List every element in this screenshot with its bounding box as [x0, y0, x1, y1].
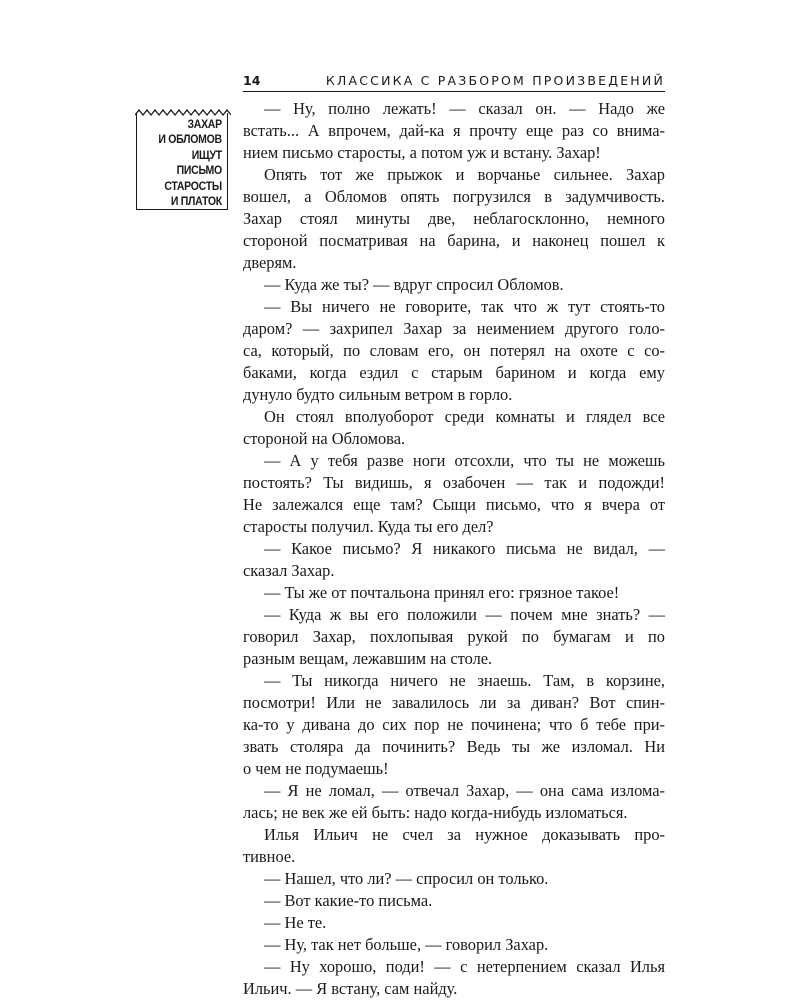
text-line: — А у тебя разве ноги отсохли, что ты не можешь — [264, 451, 665, 470]
margin-note-text — [158, 117, 222, 209]
header-rule — [243, 91, 665, 92]
text-line: говорил Захар, похлопывая рукой по бумагам и по — [243, 627, 665, 646]
text-line: — Куда же ты? — вдруг спросил Обломов. — [264, 275, 564, 294]
text-line: — Ну, полно лежать! — сказал он. — Надо же — [264, 99, 665, 118]
text-line: нием письмо старосты, а потом уж и встану. Захар! — [243, 143, 601, 162]
page-number: 14 — [243, 73, 261, 88]
text-line: Не залежался еще там? Сыщи письмо, что я вчера от — [243, 495, 665, 514]
margin-note-line: СТАРОСТЫ — [164, 178, 222, 193]
text-line: постоять? Ты видишь, я озабочен — так и подожди! — [243, 473, 665, 492]
text-line: вошел, а Обломов опять погрузился в задумчивость. — [243, 187, 665, 206]
text-line: — Ты никогда ничего не знаешь. Там, в корзине, — [264, 671, 665, 690]
text-line: — Вы ничего не говорите, так что ж тут стоять-то — [264, 297, 665, 316]
text-line: — Вот какие-то письма. — [264, 891, 433, 910]
torn-edge-decoration — [135, 107, 231, 117]
text-line: — Нашел, что ли? — спросил он только. — [264, 869, 549, 888]
margin-note — [136, 113, 228, 210]
text-line: — Ты же от почтальона принял его: грязное такое! — [264, 583, 620, 602]
margin-note-line: ПИСЬМО — [176, 163, 222, 178]
text-line: о чем не подумаешь! — [243, 759, 389, 778]
text-line: старосты получил. Куда ты его дел? — [243, 517, 494, 536]
margin-note-line: И ПЛАТОК — [170, 194, 222, 209]
text-line: дверям. — [243, 253, 297, 272]
body-text — [243, 98, 665, 1000]
text-line: са, который, по словам его, он потерял на охоте с со- — [243, 341, 665, 360]
text-line: тивное. — [243, 847, 296, 866]
text-line: сказал Захар. — [243, 561, 335, 580]
running-title: КЛАССИКА С РАЗБОРОМ ПРОИЗВЕДЕНИЙ — [325, 73, 665, 88]
text-line: — Ну, так нет больше, — говорил Захар. — [264, 935, 549, 954]
text-line: Захар стоял минуты две, неблагосклонно, немного — [243, 209, 665, 228]
text-line: посмотри! Или не завалилось ли за диван? Вот спин- — [243, 693, 665, 712]
margin-note-line: И ОБЛОМОВ — [158, 132, 222, 147]
text-line: — Какое письмо? Я никакого письма не видал, — — [264, 539, 665, 558]
text-line: — Я не ломал, — отвечал Захар, — она сама излома- — [264, 781, 665, 800]
text-line: Илья Ильич не счел за нужное доказывать про- — [264, 825, 665, 844]
margin-note-line: ИЩУТ — [191, 147, 222, 162]
text-line: Ильич. — Я встану, сам найду. — [243, 979, 458, 998]
text-line: — Куда ж вы его положили — почем мне знать? — — [264, 605, 665, 624]
text-line: — Ну хорошо, поди! — с нетерпением сказал Илья — [264, 957, 665, 976]
text-line: стороной посматривая на барина, и наконец пошел к — [243, 231, 665, 250]
text-line: баками, когда ездил с старым барином и когда ему — [243, 363, 665, 382]
text-line: дунуло будто сильным ветром в горло. — [243, 385, 513, 404]
text-line: Он стоял вполуоборот среди комнаты и глядел все — [264, 407, 665, 426]
text-line: встать... А впрочем, дай-ка я прочту еще раз со внима- — [243, 121, 665, 140]
text-line: стороной на Обломова. — [243, 429, 406, 448]
text-line: разным вещам, лежавшим на столе. — [243, 649, 493, 668]
page-header — [243, 73, 665, 91]
text-line: Опять тот же прыжок и ворчанье сильнее. Захар — [264, 165, 665, 184]
text-line: — Не те. — [264, 913, 327, 932]
margin-note-line: ЗАХАР — [187, 117, 222, 131]
text-line: ка-то у дивана до сих пор не починена; что б тебе при- — [243, 715, 665, 734]
text-line: даром? — захрипел Захар за неимением другого голо- — [243, 319, 665, 338]
text-line: звать столяра да починить? Ведь ты же изломал. Ни — [243, 737, 665, 756]
text-line: лась; не век же ей быть: надо когда-нибудь изломаться. — [243, 803, 628, 822]
